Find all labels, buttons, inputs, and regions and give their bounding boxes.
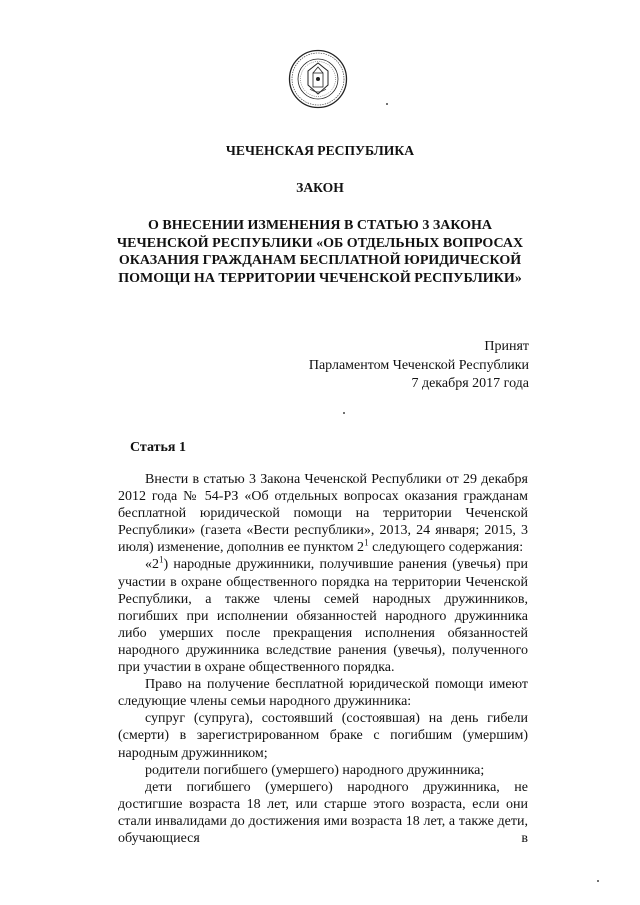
title-line: ЧЕЧЕНСКОЙ РЕСПУБЛИКИ «ОБ ОТДЕЛЬНЫХ ВОПРОСАХ: [116, 235, 524, 251]
adoption-block: [309, 338, 529, 394]
article-body: [118, 471, 528, 847]
paragraph: родители погибшего (умершего) народного дружинника;: [145, 762, 485, 778]
paragraph: Право на получение бесплатной юридической помощи имеют следующие члены семьи народного дружинника:: [118, 677, 528, 710]
law-title: [95, 217, 545, 287]
scan-speck: [386, 103, 388, 105]
paragraph: дети погибшего (умершего) народного дружинника, не достигшие возраста 18 лет, или старше этого возраста, если они стали инвалидами до достижения ими возраста 18 лет, а также дети, обучающиеся в: [118, 779, 528, 846]
adoption-date: 7 декабря 2017 года: [411, 376, 529, 391]
document-type: ЗАКОН: [296, 180, 344, 195]
paragraph: «$2^1$) народные дружинники, получившие ранения (увечья) при участии в охране общественного порядка на территории Чеченской Республики, а также члены семей народных дружинников, погибших при исполнении обязанностей народного дружинника либо умерших после прекращения исполнения обязанностей народного дружинника вследствие ранения (увечья), полученного при участии в охране общественного порядка.: [118, 554, 528, 676]
scan-speck: [597, 880, 599, 882]
coat-of-arms-emblem: [288, 49, 348, 109]
scan-speck: [343, 412, 345, 414]
article-heading: Статья 1: [130, 440, 186, 455]
adoption-status: Принят: [484, 339, 529, 354]
paragraph: супруг (супруга), состоявший (состоявшая) на день гибели (смерти) в зарегистрированном браке с погибшим (умершим) народным дружинником;: [118, 711, 528, 761]
republic-heading: ЧЕЧЕНСКАЯ РЕСПУБЛИКА: [225, 143, 415, 158]
title-line: ПОМОЩИ НА ТЕРРИТОРИИ ЧЕЧЕНСКОЙ РЕСПУБЛИКИ»: [118, 270, 522, 286]
paragraph: Внести в статью 3 Закона Чеченской Республики от 29 декабря 2012 года № 54-РЗ «Об отдельных вопросах оказания гражданам бесплатной юридической помощи на территории Чеченской Республики» (газета «Вести республики», 2013, 24 января; 2015, 3 июля) изменение, дополнив ее пунктом $2^1$ следующего содержания:: [118, 472, 528, 556]
title-line: ОКАЗАНИЯ ГРАЖДАНАМ БЕСПЛАТНОЙ ЮРИДИЧЕСКОЙ: [118, 253, 522, 268]
title-line: О ВНЕСЕНИИ ИЗМЕНЕНИЯ В СТАТЬЮ 3 ЗАКОНА: [147, 218, 493, 233]
adoption-body: Парламентом Чеченской Республики: [308, 357, 529, 373]
